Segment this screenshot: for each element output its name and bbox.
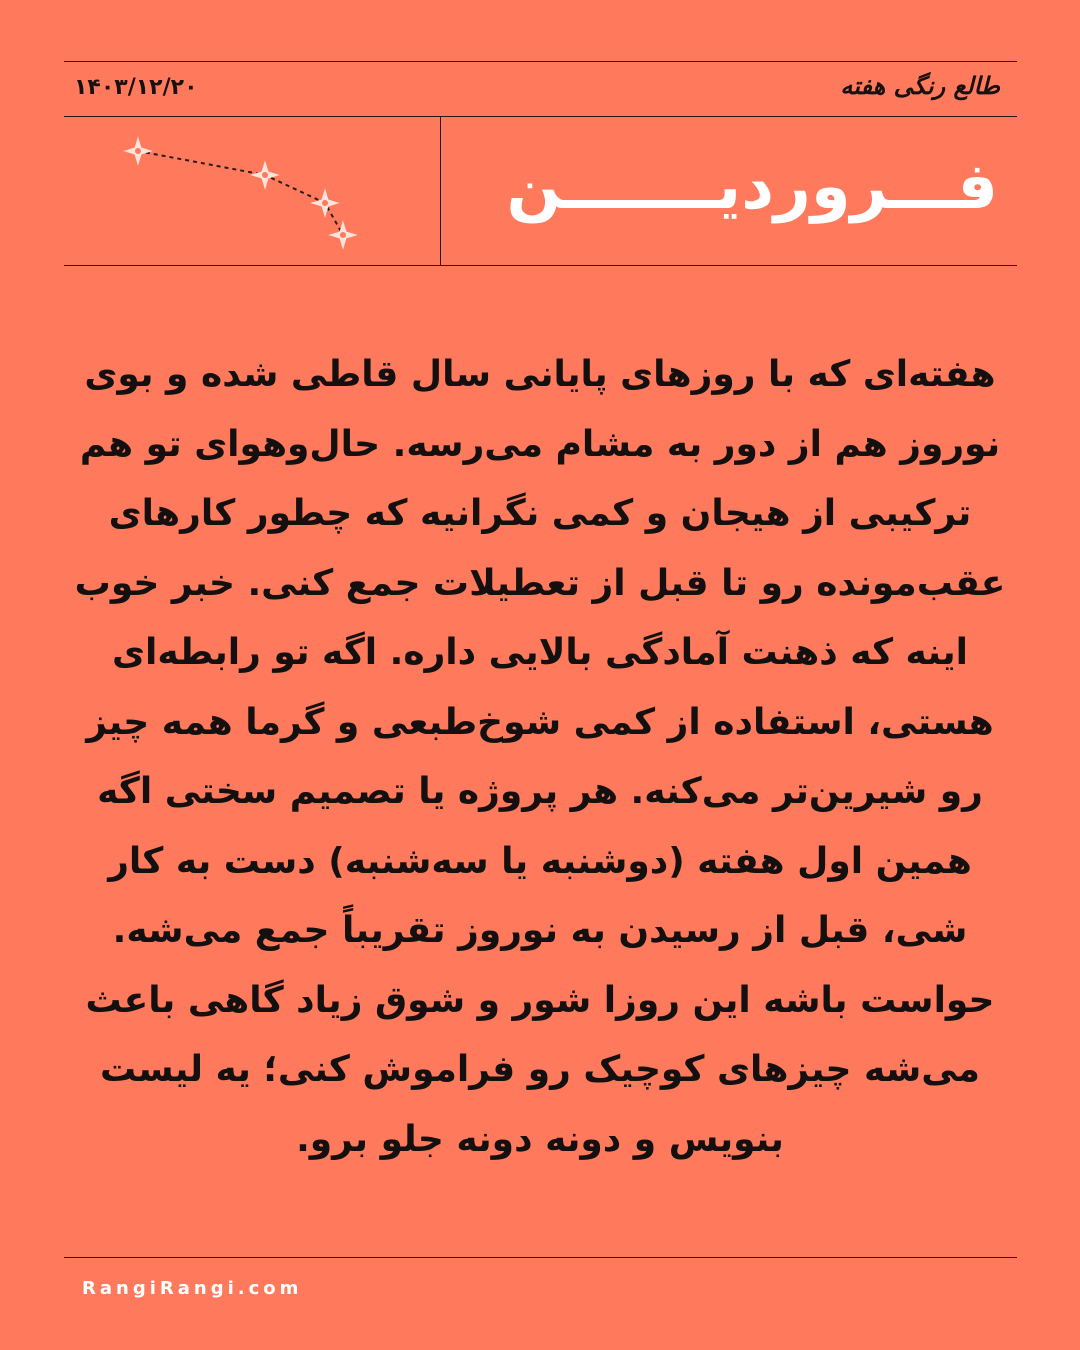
star-icon xyxy=(330,222,356,248)
star-icon xyxy=(252,162,278,188)
zodiac-sign-title: فـــرورديـــــــن xyxy=(506,150,998,224)
brand-footer: RangiRangi.com xyxy=(82,1278,303,1299)
title-vertical-divider xyxy=(440,117,441,265)
star-icon xyxy=(125,138,151,164)
star-icon xyxy=(312,190,338,216)
horoscope-text: هفته‌ای که با روزهای پایانی سال قاطی شده و بوی نوروز هم از دور به مشام می‌رسه. حال‌وهوای تو هم ترکیبی از هیجان و کمی نگرانیه که چطور کارهای عقب‌مونده رو تا قبل از تعطیلات جمع کنی. خبر خوب اینه که ذهنت آمادگی بالایی داره. اگه تو رابطه‌ای هستی، استفاده از کمی شوخ‌طبعی و گرما همه چیز رو شیرین‌تر می‌کنه. هر پروژه یا تصمیم سختی اگه همین اول هفته (دوشنبه یا سه‌شنبه) دست به کار شی، قبل از رسیدن به نوروز تقریباً جمع می‌شه. حواست باشه این روزا شور و شوق زیاد گاهی باعث می‌شه چیزهای کوچیک رو فراموش کنی؛ یه لیست بنویس و دونه دونه جلو برو. xyxy=(74,354,1006,1160)
top-divider xyxy=(64,61,1017,62)
aries-constellation-icon xyxy=(110,125,370,260)
footer-divider xyxy=(64,1257,1017,1258)
header-divider xyxy=(64,116,1017,117)
series-title: طالع رنگی هفته xyxy=(840,72,1000,100)
title-bottom-divider xyxy=(64,265,1017,266)
issue-date: ۱۴۰۳/۱۲/۲۰ xyxy=(74,75,198,100)
